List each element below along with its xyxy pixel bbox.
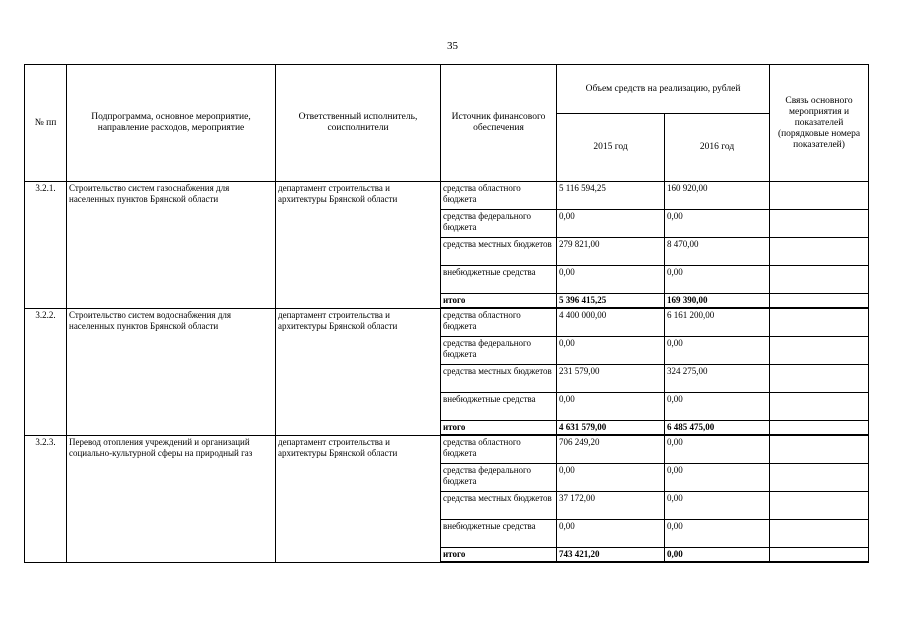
amount-2015: 5 396 415,25 [557,294,665,309]
amount-2016: 8 470,00 [665,238,770,266]
amount-2016: 0,00 [665,464,770,492]
item-number: 3.2.1. [25,182,67,309]
amount-2016: 6 485 475,00 [665,421,770,436]
funding-source: итого [441,421,557,436]
amount-2016: 0,00 [665,548,770,563]
indicator-link [770,520,869,548]
page-number: 35 [447,40,458,52]
amount-2016: 0,00 [665,337,770,365]
indicator-link [770,435,869,464]
header-source: Источник финансового обеспечения [441,65,557,182]
table-row [25,182,869,210]
amount-2015: 0,00 [557,464,665,492]
amount-2015: 279 821,00 [557,238,665,266]
funding-source: средства областного бюджета [441,435,557,464]
amount-2015: 706 249,20 [557,435,665,464]
indicator-link [770,421,869,436]
funding-source: внебюджетные средства [441,266,557,294]
amount-2016: 0,00 [665,492,770,520]
funding-source: внебюджетные средства [441,520,557,548]
amount-2016: 6 161 200,00 [665,308,770,337]
indicator-link [770,365,869,393]
indicator-link [770,548,869,563]
financing-table [24,64,869,563]
header-row-1 [25,65,869,114]
item-number: 3.2.3. [25,435,67,562]
header-year-2015: 2015 год [557,114,665,182]
amount-2015: 4 631 579,00 [557,421,665,436]
funding-source: средства местных бюджетов [441,238,557,266]
indicator-link [770,308,869,337]
funding-source: внебюджетные средства [441,393,557,421]
indicator-link [770,266,869,294]
amount-2016: 0,00 [665,393,770,421]
amount-2016: 160 920,00 [665,182,770,210]
responsible-executor: департамент строительства и архитектуры Брянской области [276,435,441,562]
table-body [25,182,869,563]
header-volume: Объем средств на реализацию, рублей [557,65,770,114]
header-num: № пп [25,65,67,182]
amount-2015: 743 421,20 [557,548,665,563]
funding-source: средства местных бюджетов [441,492,557,520]
header-subprogram: Подпрограмма, основное мероприятие, направление расходов, мероприятие [67,65,276,182]
amount-2015: 0,00 [557,210,665,238]
funding-source: итого [441,294,557,309]
amount-2015: 5 116 594,25 [557,182,665,210]
indicator-link [770,393,869,421]
indicator-link [770,464,869,492]
funding-source: средства областного бюджета [441,182,557,210]
amount-2015: 0,00 [557,393,665,421]
measure-name: Строительство систем газоснабжения для населенных пунктов Брянской области [67,182,276,309]
amount-2015: 0,00 [557,266,665,294]
measure-name: Перевод отопления учреждений и организаций социально-культурной сферы на природный газ [67,435,276,562]
header-year-2016: 2016 год [665,114,770,182]
measure-name: Строительство систем водоснабжения для населенных пунктов Брянской области [67,308,276,435]
amount-2016: 0,00 [665,520,770,548]
table-row [25,435,869,464]
indicator-link [770,238,869,266]
funding-source: средства федерального бюджета [441,337,557,365]
header-responsible: Ответственный исполнитель, соисполнители [276,65,441,182]
funding-source: итого [441,548,557,563]
item-number: 3.2.2. [25,308,67,435]
table-row [25,308,869,337]
indicator-link [770,210,869,238]
amount-2016: 0,00 [665,435,770,464]
amount-2015: 4 400 000,00 [557,308,665,337]
amount-2015: 0,00 [557,520,665,548]
header-link: Связь основного мероприятия и показателей (порядковые номера показателей) [770,65,869,182]
indicator-link [770,337,869,365]
amount-2016: 169 390,00 [665,294,770,309]
funding-source: средства областного бюджета [441,308,557,337]
indicator-link [770,492,869,520]
indicator-link [770,182,869,210]
amount-2016: 0,00 [665,210,770,238]
responsible-executor: департамент строительства и архитектуры Брянской области [276,182,441,309]
amount-2015: 231 579,00 [557,365,665,393]
funding-source: средства федерального бюджета [441,210,557,238]
amount-2016: 0,00 [665,266,770,294]
indicator-link [770,294,869,309]
responsible-executor: департамент строительства и архитектуры Брянской области [276,308,441,435]
amount-2015: 0,00 [557,337,665,365]
funding-source: средства федерального бюджета [441,464,557,492]
amount-2016: 324 275,00 [665,365,770,393]
funding-source: средства местных бюджетов [441,365,557,393]
amount-2015: 37 172,00 [557,492,665,520]
